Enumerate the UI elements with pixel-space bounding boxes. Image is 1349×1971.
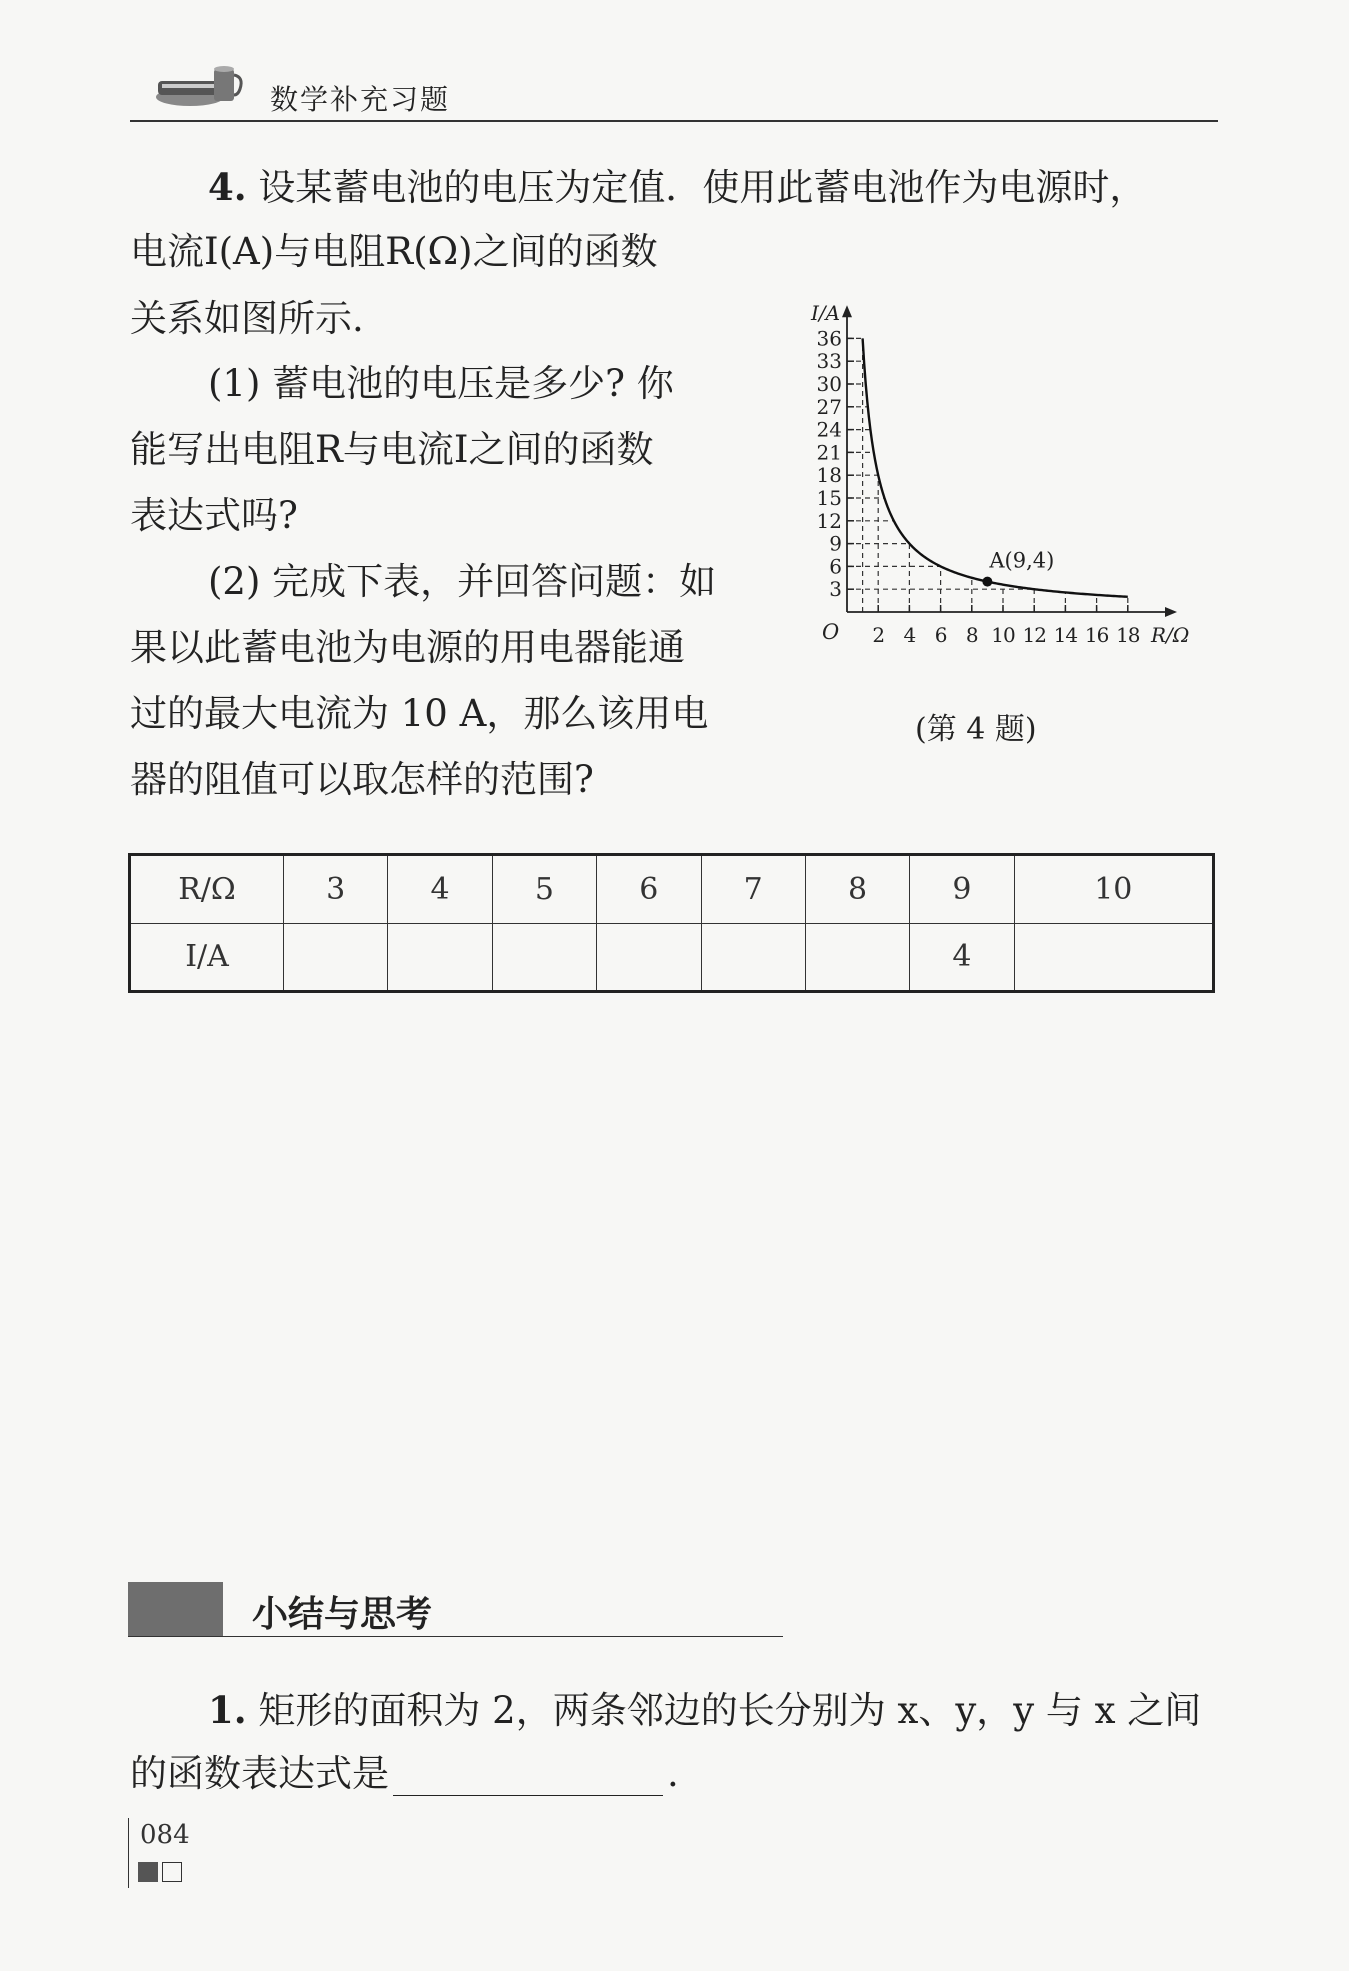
- x-axis-arrow: [1165, 607, 1177, 617]
- y-tick-label: 15: [816, 486, 842, 510]
- y-tick-label: 12: [816, 508, 842, 533]
- table-cell: 5: [492, 855, 596, 924]
- y-tick-label: 21: [816, 440, 842, 465]
- section-title: 小结与思考: [252, 1594, 433, 1635]
- book-cup-icon: [150, 55, 245, 115]
- x-tick-label: 2: [872, 623, 885, 647]
- x-tick-label: 12: [1022, 623, 1046, 647]
- problem-4-line-9: 过的最大电流为 10 A，那么该用电: [130, 692, 709, 735]
- x-tick-label: 10: [991, 623, 1015, 647]
- problem-4-number: 4.: [208, 165, 247, 209]
- y-axis-arrow: [842, 305, 852, 317]
- x-tick-label: 14: [1053, 623, 1078, 647]
- y-tick-label: 18: [816, 463, 842, 488]
- table-cell[interactable]: [597, 923, 701, 992]
- y-tick-label: 6: [829, 554, 842, 579]
- x-tick-label: 4: [903, 623, 916, 647]
- current-resistance-chart: [780, 220, 1190, 670]
- table-cell[interactable]: [388, 923, 492, 992]
- summary-q1-line-2: 的函数表达式是 .: [130, 1752, 679, 1795]
- row-header-r: R/Ω: [130, 855, 284, 924]
- problem-4-line-7: (2) 完成下表，并回答问题：如: [208, 560, 717, 603]
- row-header-i: I/A: [130, 923, 284, 992]
- table-cell: 8: [805, 855, 909, 924]
- summary-q1-line-1: 1. 矩形的面积为 2，两条邻边的长分别为 x、y，y 与 x 之间: [208, 1688, 1202, 1732]
- section-marker: [128, 1582, 223, 1637]
- table-cell[interactable]: [492, 923, 596, 992]
- problem-4-line-10: 器的阻值可以取怎样的范围?: [130, 758, 594, 801]
- section-rule: [128, 1636, 783, 1637]
- table-row-r: [130, 855, 1214, 924]
- table-cell: 7: [701, 855, 805, 924]
- data-table: [128, 853, 1215, 993]
- header-title: 数学补充习题: [270, 83, 451, 116]
- table-cell[interactable]: [284, 923, 388, 992]
- table-cell: 10: [1014, 855, 1213, 924]
- x-tick-label: 18: [1116, 623, 1140, 647]
- origin-label: O: [822, 620, 840, 644]
- empty-square-icon: [162, 1862, 182, 1882]
- x-tick-label: 8: [965, 623, 978, 647]
- problem-4-line-5: 能写出电阻R与电流I之间的函数: [130, 428, 654, 471]
- point-label: A(9,4): [989, 548, 1055, 573]
- table-cell: 4: [910, 923, 1014, 992]
- page-number: 084: [140, 1820, 190, 1850]
- filled-square-icon: [138, 1862, 158, 1882]
- table-row-i: [130, 923, 1214, 992]
- table-cell[interactable]: [701, 923, 805, 992]
- table-cell: 4: [388, 855, 492, 924]
- y-tick-label: 30: [816, 372, 842, 396]
- problem-4-line-2: 电流I(A)与电阻R(Ω)之间的函数: [130, 230, 658, 273]
- y-tick-label: 9: [829, 531, 842, 556]
- problem-4-line-8: 果以此蓄电池为电源的用电器能通: [130, 626, 685, 669]
- header-rule: [130, 120, 1218, 122]
- y-axis-label: I/A: [811, 301, 841, 326]
- y-tick-label: 24: [816, 417, 842, 442]
- y-tick-label: 33: [816, 349, 842, 374]
- data-point: [982, 577, 992, 587]
- table-cell: 3: [284, 855, 388, 924]
- answer-blank[interactable]: [393, 1757, 663, 1797]
- problem-4-line-3: 关系如图所示.: [130, 297, 364, 340]
- figure-caption: (第 4 题): [915, 712, 1037, 747]
- table-cell[interactable]: [805, 923, 909, 992]
- y-tick-label: 27: [816, 394, 842, 419]
- table-cell[interactable]: [1014, 923, 1213, 992]
- y-tick-label: 3: [829, 577, 842, 602]
- problem-4-line-4: (1) 蓄电池的电压是多少? 你: [208, 362, 674, 405]
- x-tick-label: 16: [1084, 623, 1109, 647]
- table-cell: 6: [597, 855, 701, 924]
- summary-q1-number: 1.: [208, 1688, 247, 1732]
- page-number-bar: [128, 1818, 129, 1888]
- problem-4-line-6: 表达式吗?: [130, 494, 298, 537]
- x-tick-label: 6: [934, 623, 947, 647]
- table-cell: 9: [910, 855, 1014, 924]
- problem-4-line-1: 4. 设某蓄电池的电压为定值．使用此蓄电池作为电源时，: [208, 165, 1147, 209]
- x-axis-label: R/Ω: [1151, 623, 1190, 647]
- y-tick-label: 36: [816, 326, 842, 351]
